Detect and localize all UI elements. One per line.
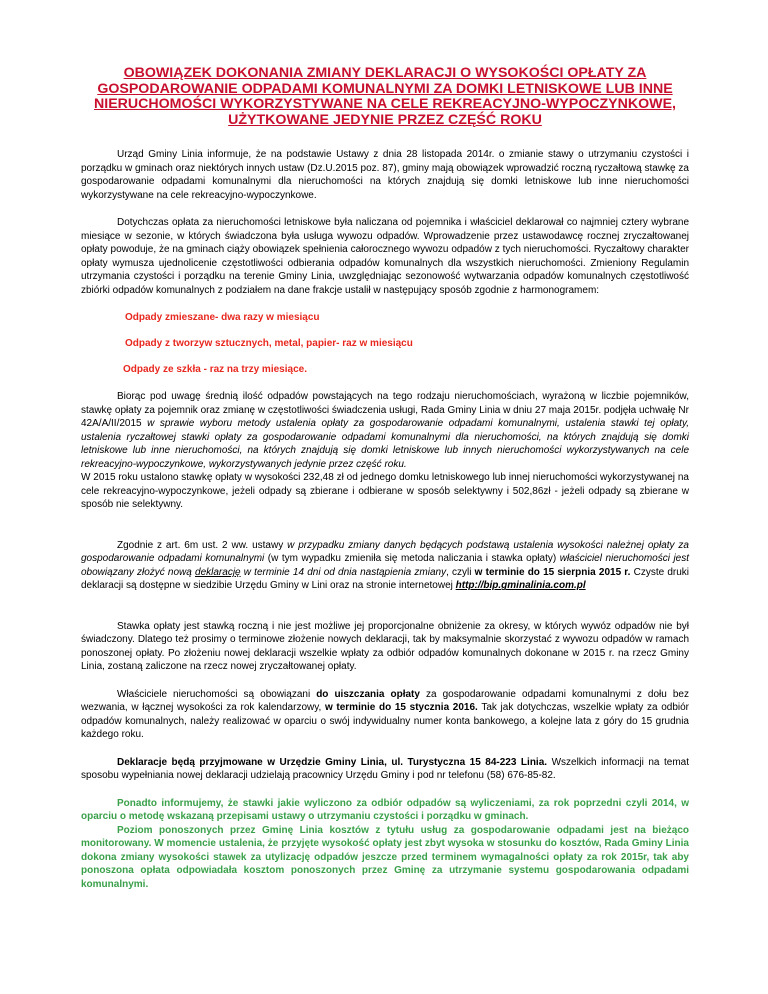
deadline-text-a: Zgodnie z art. 6m ust. 2 ww. ustawy [117, 539, 288, 551]
declaration-word: deklarację [195, 566, 241, 578]
deadline-text-f: w terminie 14 dni od dnia nastąpienia zmiany [240, 566, 447, 578]
paragraph-green-info: Ponadto informujemy, że stawki jakie wyliczono za odbiór odpadów są wyliczeniami, za rok poprzedni czyli 2014, w oparciu o metodę wskazaną przepisami ustawy o utrzymaniu czystości i porządku w gminach. [81, 797, 689, 823]
deadline-text-i: Czyste druki deklaracji są dostępne w siedzibie Urzędu Gminy w Lini oraz na stronie internetowej [81, 566, 690, 592]
schedule-mixed: Odpady zmieszane- dwa razy w miesiącu [125, 312, 320, 324]
deadline-text-c: (w tym wypadku zmieniła się metoda naliczania i stawka opłaty) [264, 553, 560, 565]
document [81, 66, 689, 891]
office-address: Deklaracje będą przyjmowane w Urzędzie Gminy Linia, ul. Turystyczna 15 84-223 Linia. [117, 756, 548, 768]
paragraph-green-monitoring: Poziom ponoszonych przez Gminę Linia kosztów z tytułu usług za gospodarowanie odpadami jest na bieżąco monitorowany. W momencie ustalenia, że przyjęte wysokość opłaty jest zbyt wysoka w stosunku do kosztów, Rada Gminy Linia dokona zmiany wysokości stawek za utylizację odpadów jeszcze przed terminem wymagalności opłaty za rok 2015r, tak aby ponoszona opłata odpowiadała kosztom ponoszonych przez Gminę za utrzymanie systemu gospodarowania odpadami komunalnymi. [81, 824, 689, 890]
office-info: Wszelkich informacji na temat sposobu wypełniania nowej deklaracji udzielają pracownicy Urzędu Gminy i pod nr telefonu (58) 676-85-82. [81, 756, 690, 782]
schedule-glass: Odpady ze szkła - raz na trzy miesiące. [123, 364, 307, 376]
paragraph-intro: Urząd Gminy Linia informuje, że na podstawie Ustawy z dnia 28 listopada 2014r. o zmianie stawy o utrzymaniu czystości i porządku w gminach oraz niektórych innych ustaw (Dz.U.2015 poz. 87), gminy mają obowiązek wprowadzić roczną ryczałtową stawkę za gospodarowanie odpadami komunalnymi dla nieruchomości na których znajdują się domki letniskowe lub inne nieruchomości wykorzystywane na cele rekreacyjno-wypoczynkowe. [81, 149, 689, 201]
paragraph-payment [81, 688, 689, 742]
deadline-date: w terminie do 15 sierpnia 2015 r. [474, 566, 631, 578]
paragraph-annual-rate: Stawka opłaty jest stawką roczną i nie jest możliwe jej proporcjonalne obniżenie za okresy, w których wywóz odpadów nie był świadczony. Dlatego też prosimy o terminowe złożenie nowych deklaracji, tak by maksymalnie skorzystać z wywozu odpadów w ramach ponoszonej opłaty. Po złożeniu nowej deklaracji wszelkie wpłaty za odbiór odpadów komunalnych dokonane w 2015 r. na rzecz Gminy Linia, zostaną zaliczone na rzecz nowej zryczałtowanej opłaty. [81, 620, 689, 673]
payment-text-c: za gospodarowanie odpadami komunalnymi z dołu bez wezwania, w łącznej wysokości za rok kalendarzowy, [81, 688, 689, 714]
paragraph-resolution [81, 390, 689, 471]
deadline-text-b: w przypadku zmiany danych będących podstawą ustalenia wysokości należnej opłaty za gospodarowanie odpadami komunalnymi [81, 539, 689, 565]
deadline-text-g: , czyli [446, 566, 475, 578]
document-title: OBOWIĄZEK DOKONANIA ZMIANY DEKLARACJI O WYSOKOŚCI OPŁATY ZA GOSPODAROWANIE ODPADAMI KOMUNALNYMI ZA DOMKI LETNISKOWE LUB INNE NIERUCHOMOŚCI WYKORZYSTYWANE NA CELE REKREACYJNO-WYPOCZYNKOWE, UŻYTKOWANE JEDYNIE PRZEZ CZĘŚĆ ROKU [94, 65, 676, 128]
payment-text-e: Tak jak dotychczas, wszelkie wpłaty za odbiór odpadów komunalnych, należy realizować w oparciu o swój indywidualny numer konta bankowego, a kolejne lata z góry do 15 grudnia każdego roku. [81, 702, 689, 741]
paragraph-office [81, 756, 689, 783]
resolution-text: Biorąc pod uwagę średnią ilość odpadów powstających na tego rodzaju nieruchomościach, wyrażoną w liczbie pojemników, stawkę opłaty za pojemnik oraz zmianę w częstotliwości świadczenia usługi, Rada Gminy Linia w dniu 27 maja 2015r. podjęła uchwałę Nr 42A/A/II/2015 [81, 391, 689, 430]
resolution-title: w sprawie wyboru metody ustalenia opłaty za gospodarowanie odpadami komunalnymi, ustalenia stawki tej opłaty, ustalenia ryczałtowej stawki opłaty za gospodarowanie odpadami komunalnymi dla nieruchomości, na których znajdują się domki letniskowe lub inne nieruchomości, na których znajdują się domki letniskowe lub innych nieruchomości wykorzystywanych na cele rekreacyjno-wypoczynkowe, wykorzystywanych jedynie przez część roku. [81, 418, 689, 470]
bip-link[interactable]: http://bip.gminalinia.com.pl [455, 580, 586, 592]
payment-text-b: do uiszczania opłaty [316, 688, 420, 700]
deadline-text-d: właściciel nieruchomości jest obowiązany złożyć nową [81, 553, 690, 578]
payment-text-a: Właściciele nieruchomości są obowiązani [117, 688, 317, 700]
payment-deadline: w terminie do 15 stycznia 2016. [324, 702, 478, 714]
paragraph-deadline [81, 539, 689, 593]
paragraph-rates-2015: W 2015 roku ustalono stawkę opłaty w wysokości 232,48 zł od jednego domku letniskowego lub innej nieruchomości wykorzystywanej na cele rekreacyjno-wypoczynkowe, jeżeli odpady są zbierane i odbierane w sposób selektywny i 502,86zł - jeżeli odpady są zbierane w sposób nie selektywny. [81, 472, 689, 511]
schedule-plastic-metal-paper: Odpady z tworzyw sztucznych, metal, papier- raz w miesiącu [125, 338, 413, 350]
paragraph-previous-fee: Dotychczas opłata za nieruchomości letniskowe była naliczana od pojemnika i właściciel deklarował co najmniej cztery wybrane miesiące w sezonie, w których świadczona była usługa wywozu odpadów. Wprowadzenie przez ustawodawcę rocznej zryczałtowanej opłaty powoduje, że na gminach ciąży obowiązek spełnienia całorocznego wywozu odpadów z tych nieruchomości. Ryczałtowy charakter opłaty wymusza ujednolicenie częstotliwości odbierania odpadów komunalnych dla wszystkich nieruchomości. Zmieniony Regulamin utrzymania czystości i porządku na terenie Gminy Linia, uwzględniając sezonowość wytwarzania odpadów komunalnych częstotliwość zbiórki odpadów komunalnych z podziałem na dane frakcje ustalił w następujący sposób zgodnie z harmonogramem: [81, 217, 689, 296]
